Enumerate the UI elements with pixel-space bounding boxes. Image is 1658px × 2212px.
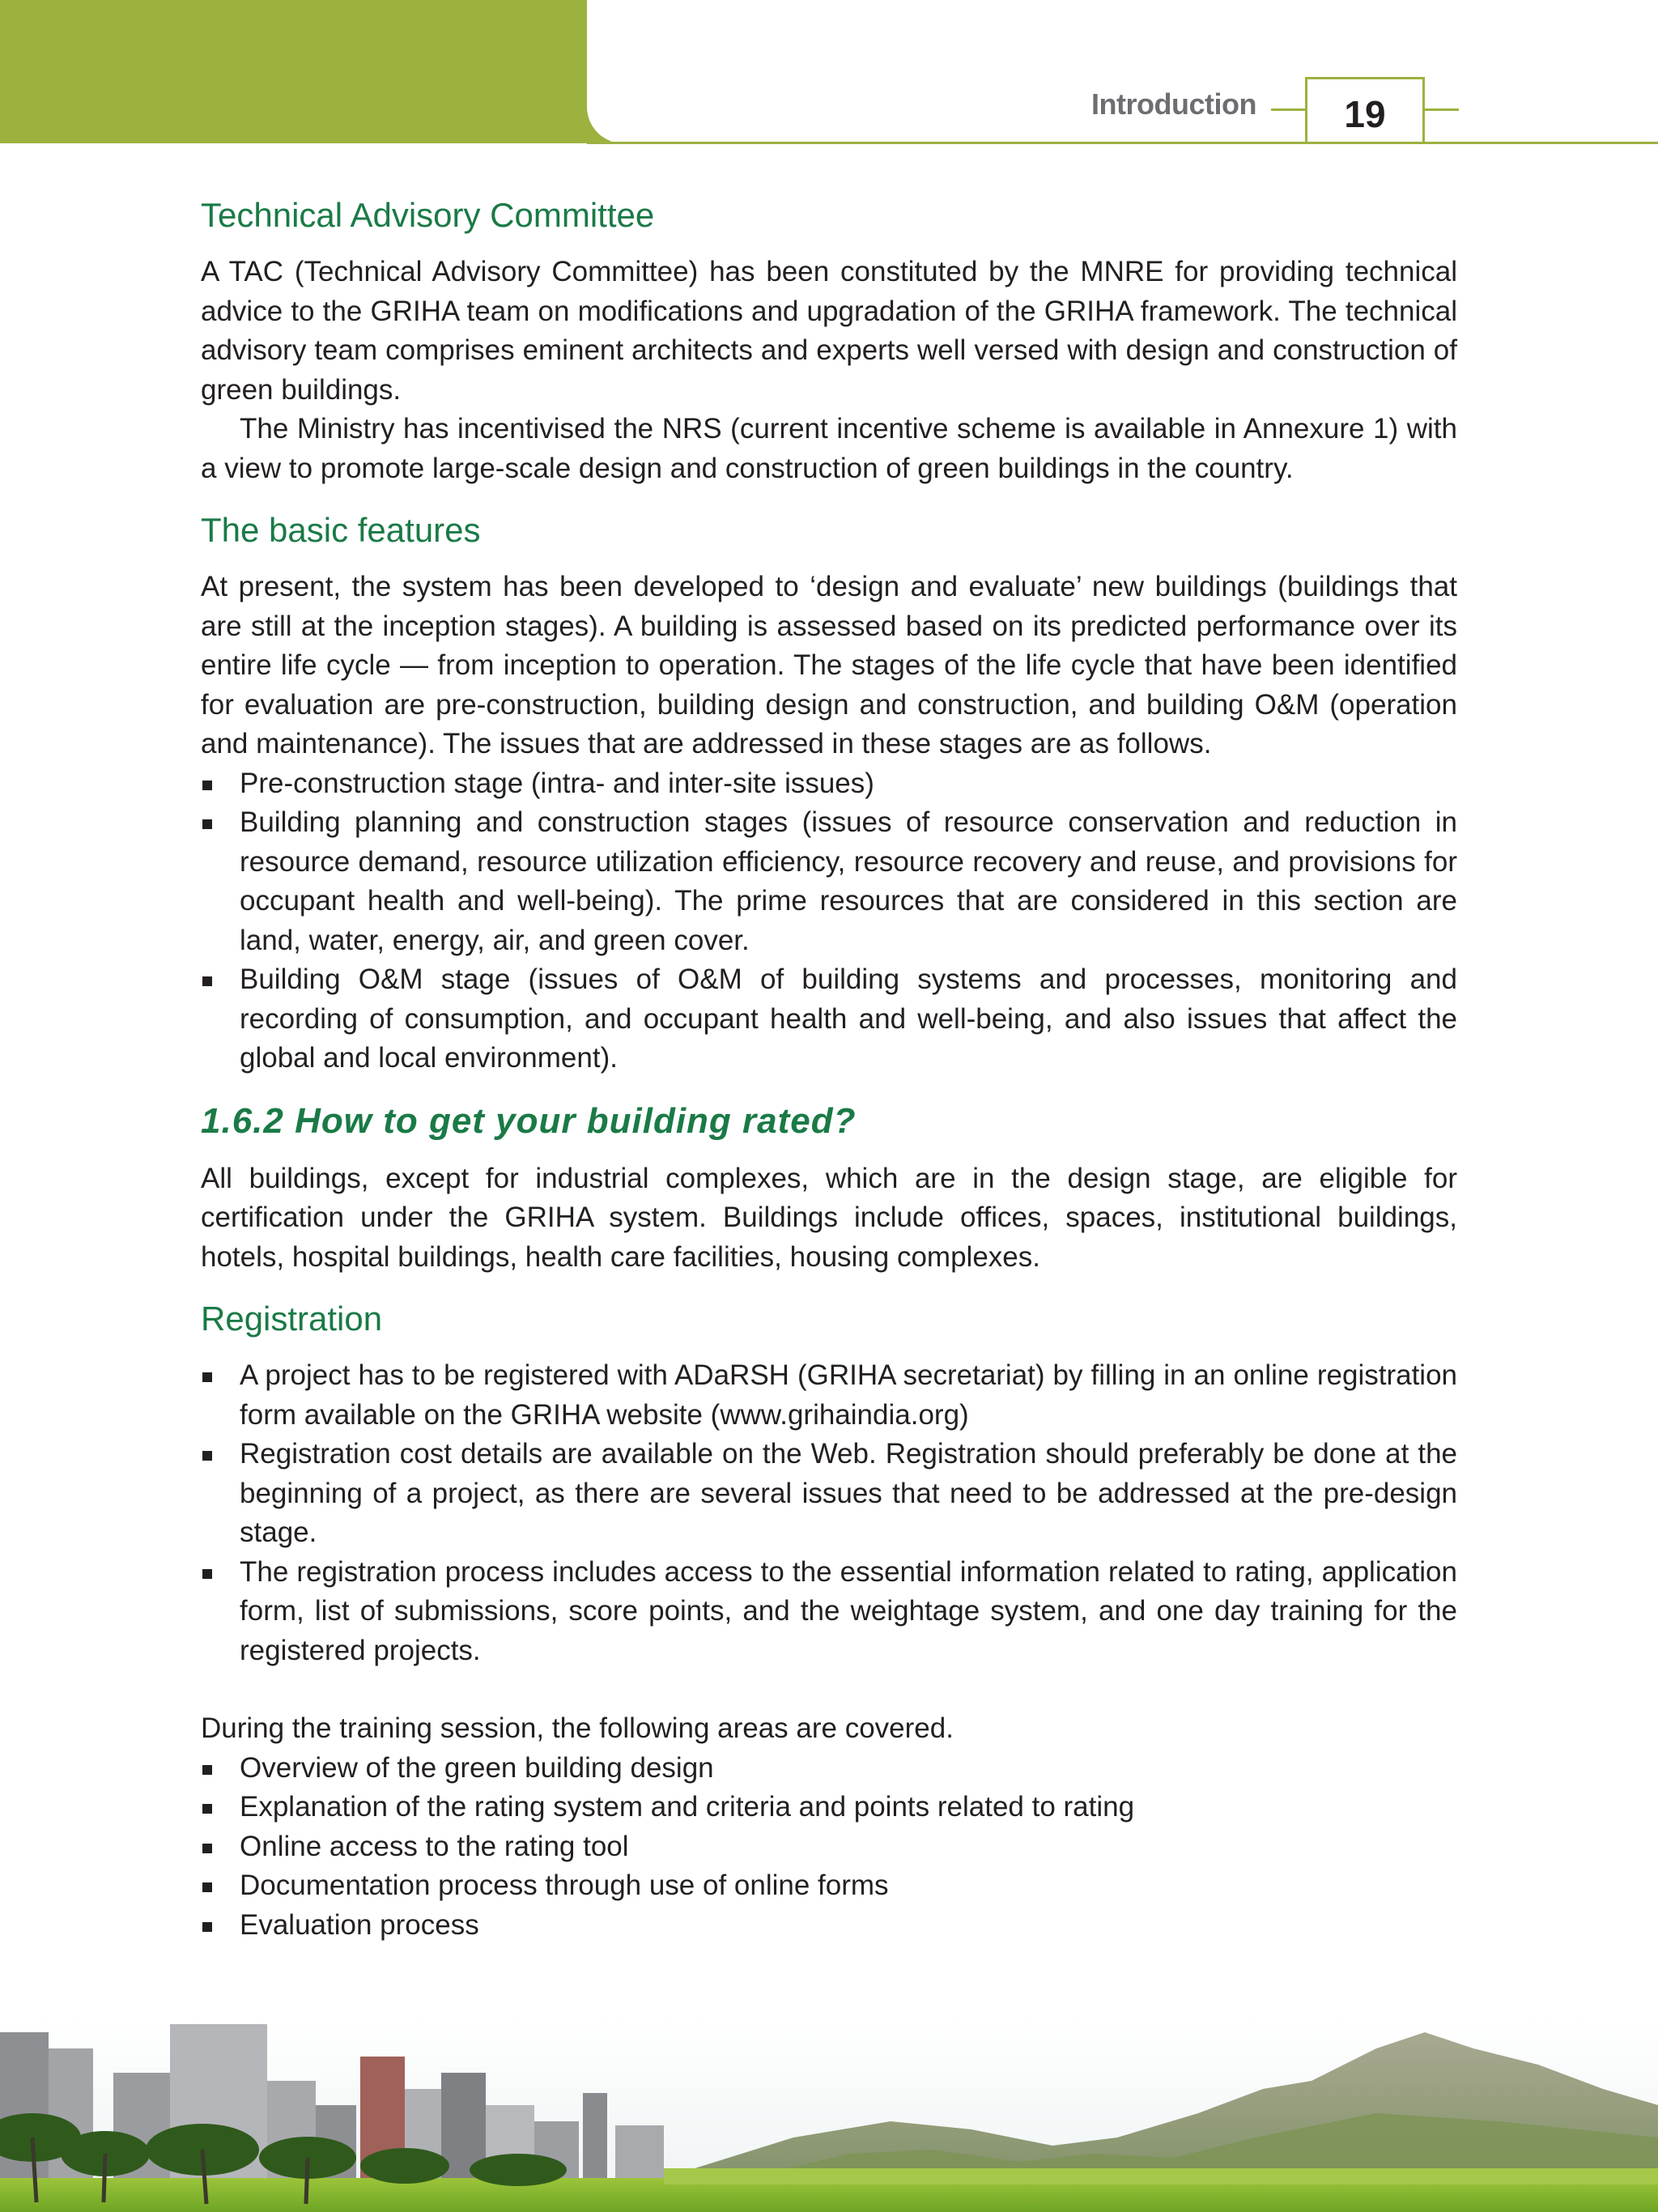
list-item: Documentation process through use of online forms xyxy=(201,1866,1457,1906)
running-header-title: Introduction xyxy=(1091,87,1256,121)
list-item: Building O&M stage (issues of O&M of building systems and processes, monitoring and recording of consumption, and occupant health and well-being, and also issues that affect the global and local environment). xyxy=(201,960,1457,1078)
heading-how-to-get-rated: 1.6.2 How to get your building rated? xyxy=(201,1100,857,1141)
list-item: Explanation of the rating system and criteria and points related to rating xyxy=(201,1788,1457,1827)
header-rule xyxy=(587,142,1658,144)
heading-basic-features: The basic features xyxy=(201,511,481,549)
list-item: Pre-construction stage (intra- and inter-site issues) xyxy=(201,764,1457,804)
rated-paragraph: All buildings, except for industrial complexes, which are in the design stage, are eligible for certification under the GRIHA system. Buildings include offices, spaces, institutional buildings, hotels, hospital buildings, health care facilities, housing complexes. xyxy=(201,1162,1457,1273)
heading-registration: Registration xyxy=(201,1300,383,1338)
header-green-band xyxy=(0,0,587,143)
header-curve xyxy=(563,97,611,143)
tac-paragraph-1: A TAC (Technical Advisory Committee) has been constituted by the MNRE for providing technical advice to the GRIHA team on modifications and upgradation of the GRIHA framework. The technical advisory team comprises eminent architects and experts well versed with design and construction of green buildings. xyxy=(201,256,1457,406)
training-list xyxy=(201,1749,1457,1946)
list-item: A project has to be registered with ADaRSH (GRIHA secretariat) by filling in an online registration form available on the GRIHA website (www.grihaindia.org) xyxy=(201,1356,1457,1435)
page-content xyxy=(201,189,1457,1945)
header-rule-left xyxy=(1271,108,1305,111)
registration-list xyxy=(201,1356,1457,1670)
header-rule-right xyxy=(1425,108,1459,111)
features-paragraph: At present, the system has been developed to ‘design and evaluate’ new buildings (buildings that are still at the inception stages). A building is assessed based on its predicted performance over its entire life cycle — from inception to operation. The stages of the life cycle that have been identified for evaluation are pre-construction, building design and construction, and building O&M (operation and maintenance). The issues that are addressed in these stages are as follows. xyxy=(201,571,1457,759)
footer-landscape-image xyxy=(0,2016,1658,2212)
features-list xyxy=(201,764,1457,1078)
list-item: Evaluation process xyxy=(201,1906,1457,1946)
list-item: Building planning and construction stages (issues of resource conservation and reduction in resource demand, resource utilization efficiency, resource recovery and reuse, and provisions for occupant health and well-being). The prime resources that are considered in this section are land, water, energy, air, and green cover. xyxy=(201,803,1457,960)
list-item: Overview of the green building design xyxy=(201,1749,1457,1789)
landscape-illustration xyxy=(0,2016,1658,2212)
list-item: Online access to the rating tool xyxy=(201,1827,1457,1867)
training-intro: During the training session, the following areas are covered. xyxy=(201,1712,954,1744)
tac-paragraph-2: The Ministry has incentivised the NRS (current incentive scheme is available in Annexure 1) with a view to promote large-scale design and construction of green buildings in the country. xyxy=(201,413,1457,484)
page-number: 19 xyxy=(1305,77,1425,142)
list-item: Registration cost details are available on the Web. Registration should preferably be done at the beginning of a project, as there are several issues that need to be addressed at the pre-design stage. xyxy=(201,1435,1457,1553)
list-item: The registration process includes access to the essential information related to rating, application form, list of submissions, score points, and the weightage system, and one day training for the registered projects. xyxy=(201,1553,1457,1671)
heading-tac: Technical Advisory Committee xyxy=(201,196,655,234)
